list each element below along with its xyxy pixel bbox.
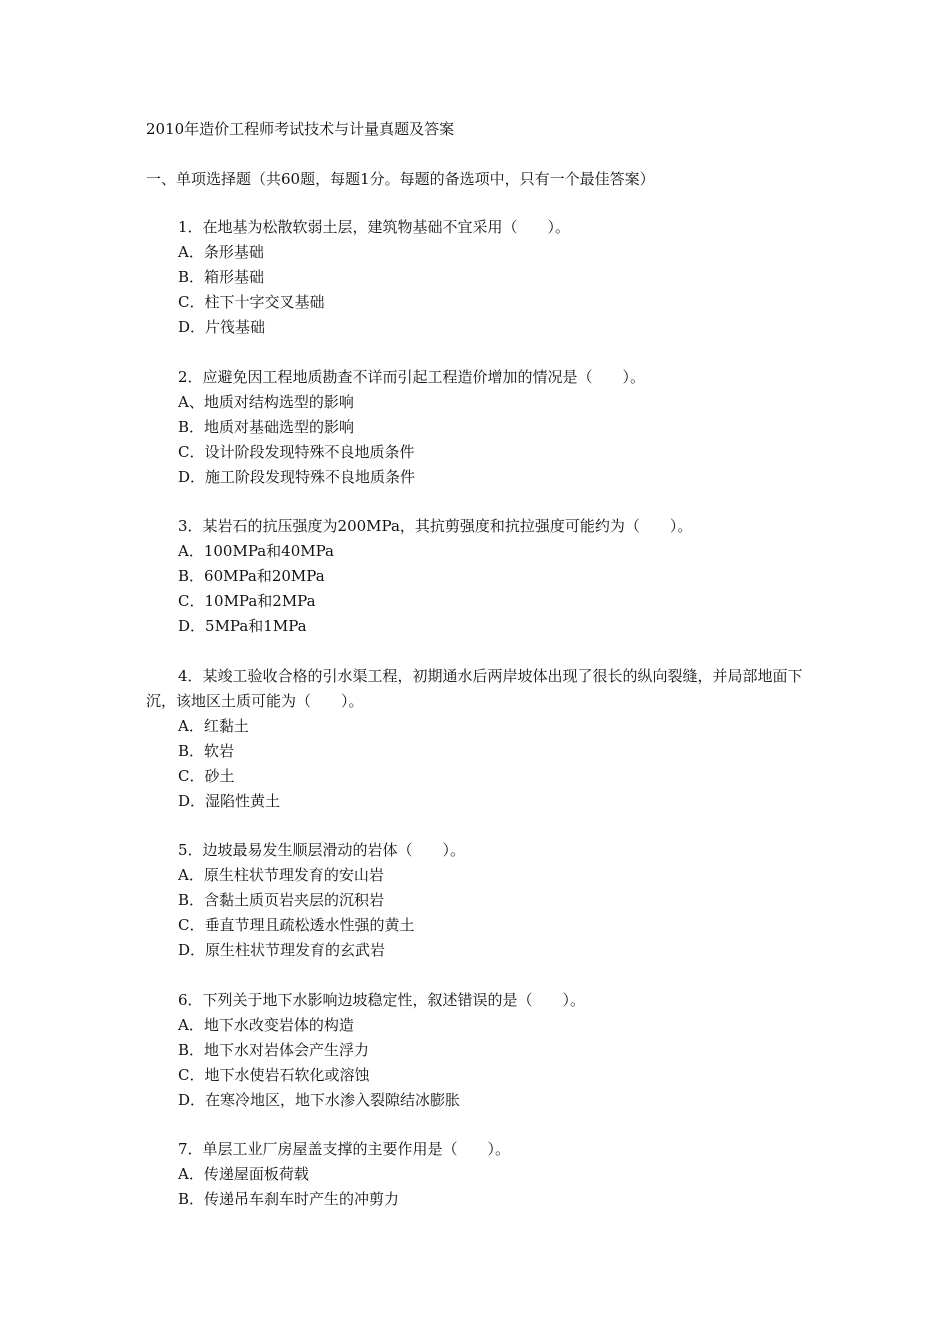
option-b: B．60MPa和20MPa (178, 567, 325, 585)
question-stem: 3．某岩石的抗压强度为200MPa，其抗剪强度和抗拉强度可能约为（ ）。 (178, 517, 693, 535)
question-4 (146, 664, 826, 814)
document-title: 2010年造价工程师考试技术与计量真题及答案 (146, 120, 455, 138)
question-stem: 5．边坡最易发生顺层滑动的岩体（ ）。 (178, 841, 466, 859)
option-c: C．砂土 (178, 767, 235, 785)
option-c: C．设计阶段发现特殊不良地质条件 (178, 443, 415, 461)
question-1 (146, 215, 826, 340)
option-list (146, 390, 826, 490)
option-list (146, 863, 826, 963)
option-a: A．红黏土 (178, 717, 249, 735)
option-d: D．施工阶段发现特殊不良地质条件 (178, 468, 416, 486)
question-2 (146, 365, 826, 490)
question-7 (146, 1137, 826, 1212)
option-d: D．湿陷性黄土 (178, 792, 281, 810)
option-b: B．软岩 (178, 742, 235, 760)
option-d: D．在寒冷地区，地下水渗入裂隙结冰膨胀 (178, 1091, 461, 1109)
option-c: C．垂直节理且疏松透水性强的黄土 (178, 916, 415, 934)
option-a: A、地质对结构选型的影响 (178, 393, 354, 411)
question-stem: 2．应避免因工程地质勘查不详而引起工程造价增加的情况是（ ）。 (178, 368, 646, 386)
question-stem: 1．在地基为松散软弱土层，建筑物基础不宜采用（ ）。 (178, 218, 571, 236)
option-list (146, 1013, 826, 1113)
option-c: C．柱下十字交叉基础 (178, 293, 325, 311)
option-b: B．地质对基础选型的影响 (178, 418, 355, 436)
option-d: D．片筏基础 (178, 318, 266, 336)
option-a: A．原生柱状节理发育的安山岩 (178, 866, 384, 884)
question-stem: 4．某竣工验收合格的引水渠工程，初期通水后两岸坡体出现了很长的纵向裂缝，并局部地面下沉，该地区土质可能为（ ）。 (146, 667, 803, 710)
option-a: A．传递屋面板荷载 (178, 1165, 309, 1183)
option-a: A．100MPa和40MPa (178, 542, 334, 560)
option-list (146, 240, 826, 340)
option-a: A．地下水改变岩体的构造 (178, 1016, 354, 1034)
option-list (146, 539, 826, 639)
option-list (146, 1162, 826, 1212)
option-b: B．箱形基础 (178, 268, 265, 286)
section-heading: 一、单项选择题（共60题，每题1分。每题的备选项中，只有一个最佳答案） (146, 170, 655, 188)
question-stem: 6．下列关于地下水影响边坡稳定性，叙述错误的是（ ）。 (178, 991, 586, 1009)
option-list (146, 714, 826, 814)
question-6 (146, 988, 826, 1113)
option-b: B．含黏土质页岩夹层的沉积岩 (178, 891, 385, 909)
option-c: C．地下水使岩石软化或溶蚀 (178, 1066, 370, 1084)
option-a: A．条形基础 (178, 243, 264, 261)
option-d: D．5MPa和1MPa (178, 617, 307, 635)
question-stem: 7．单层工业厂房屋盖支撑的主要作用是（ ）。 (178, 1140, 511, 1158)
option-d: D．原生柱状节理发育的玄武岩 (178, 941, 386, 959)
question-3 (146, 514, 826, 639)
option-c: C．10MPa和2MPa (178, 592, 316, 610)
option-b: B．传递吊车刹车时产生的冲剪力 (178, 1190, 400, 1208)
question-5 (146, 838, 826, 963)
option-b: B．地下水对岩体会产生浮力 (178, 1041, 370, 1059)
